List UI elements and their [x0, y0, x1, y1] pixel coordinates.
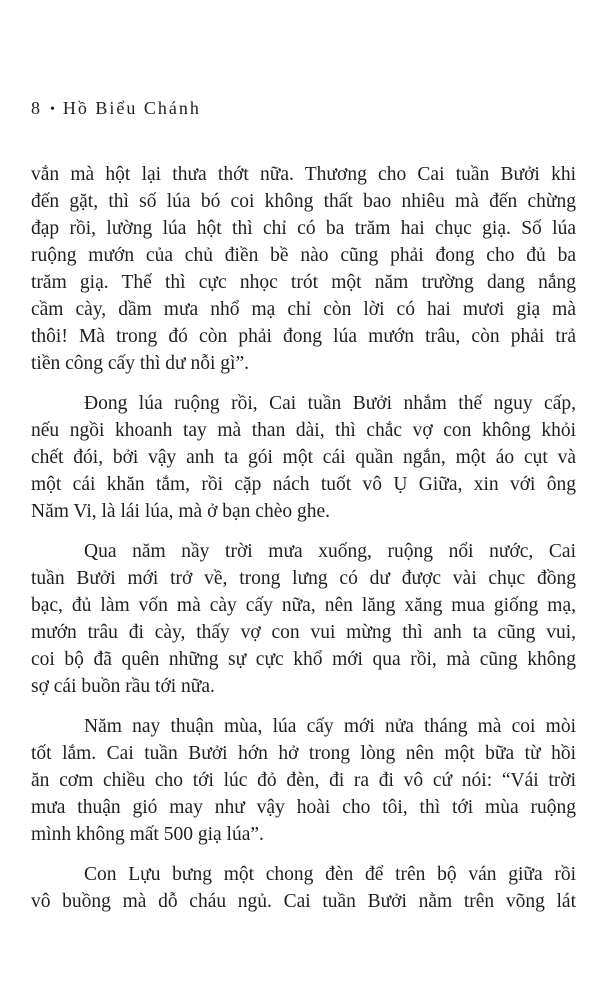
- text-line: Đong lúa ruộng rồi, Cai tuần Bưởi nhắm thế nguy cấp,: [84, 393, 576, 414]
- paragraph: [31, 538, 576, 700]
- book-author-title: Hồ Biểu Chánh: [62, 98, 201, 118]
- text-line: Năm nay thuận mùa, lúa cấy mới nửa tháng mà coi mòi: [84, 716, 576, 737]
- page-header: [31, 96, 201, 122]
- text-line: Con Lựu bưng một chong đèn để trên bộ ván giữa rồi: [84, 864, 576, 885]
- text-line: cầm cày, dầm mưa nhổ mạ chỉ còn lời có hai mươi giạ mà: [31, 299, 576, 320]
- text-line: tiền công cấy thì dư nỗi gì”.: [31, 353, 249, 374]
- text-line: tốt lắm. Cai tuần Bưởi hớn hở trong lòng nên một bữa từ hồi: [31, 743, 576, 764]
- page-number: 8: [31, 98, 42, 118]
- paragraph: [31, 861, 576, 915]
- text-line: chết đói, bởi vậy anh ta gói một cái quần ngắn, một áo cụt và: [31, 447, 576, 468]
- text-block: [31, 161, 576, 928]
- text-line: Năm Vi, là lái lúa, mà ở bạn chèo ghe.: [31, 501, 331, 522]
- text-line: vô buồng mà dỗ cháu ngủ. Cai tuần Bưởi nằm trên võng lát: [31, 891, 576, 912]
- text-line: tuần Bưởi mới trở về, trong lưng có dư được vài chục đồng: [31, 568, 576, 589]
- text-line: thôi! Mà trong đó còn phải đong lúa mướn trâu, còn phải trả: [31, 326, 576, 347]
- text-line: trăm giạ. Thế thì cực nhọc trót một năm trường dang nắng: [31, 272, 576, 293]
- text-line: vắn mà hột lại thưa thớt nữa. Thương cho Cai tuần Bưởi khi: [31, 164, 576, 185]
- text-line: bạc, đủ làm vốn mà cày cấy nữa, nên lăng xăng mua giống mạ,: [31, 595, 576, 616]
- text-line: nếu ngồi khoanh tay mà than dài, thì chắc vợ con không khỏi: [31, 420, 576, 441]
- text-line: đến gặt, thì số lúa bó coi không thất bao nhiêu mà đến chừng: [31, 191, 576, 212]
- paragraph: [31, 390, 576, 525]
- text-line: Qua năm nầy trời mưa xuống, ruộng nổi nước, Cai: [84, 541, 576, 562]
- text-line: mình không mất 500 giạ lúa”.: [31, 824, 264, 845]
- paragraph: [31, 161, 576, 377]
- header-separator-bullet: •: [50, 102, 55, 117]
- text-line: đạp rồi, lường lúa hột thì chỉ có ba trăm hai chục giạ. Số lúa: [31, 218, 576, 239]
- paragraph: [31, 713, 576, 848]
- text-line: một cái khăn tắm, rồi cặp nách tuốt vô Ụ Giữa, xin với ông: [31, 474, 576, 495]
- text-line: ăn cơm chiều cho tới lúc đỏ đèn, đi ra đi vô cứ nói: “Vái trời: [31, 770, 576, 791]
- text-line: ruộng mướn của chủ điền bề nào cũng phải đong cho đủ ba: [31, 245, 576, 266]
- text-line: sợ cái buồn rầu tới nữa.: [31, 676, 215, 697]
- text-line: mướn trâu đi cày, thấy vợ con vui mừng thì anh ta cũng vui,: [31, 622, 576, 643]
- text-line: mưa thuận gió may như vậy hoài cho tôi, thì tới mùa ruộng: [31, 797, 576, 818]
- text-line: coi bộ đã quên những sự cực khổ mới qua rồi, mà cũng không: [31, 649, 576, 670]
